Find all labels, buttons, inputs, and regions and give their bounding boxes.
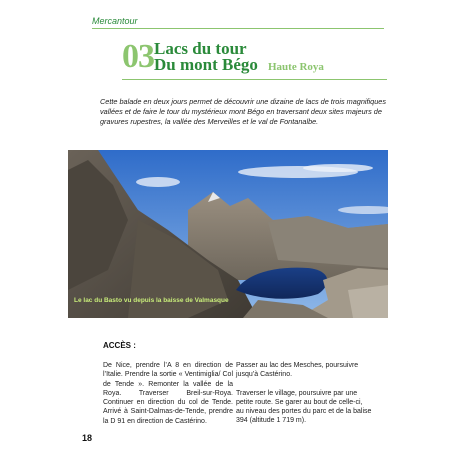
access-column-right (236, 361, 372, 435)
route-title-line-2: Du mont Bégo (154, 55, 258, 74)
access-paragraph: Traverser le village, poursuivre par une petite route. Se garer au bout de celle-ci, au niveau des portes du parc et de la balise 394 (altitude 1 719 m). (236, 389, 372, 425)
section-label: Mercantour (92, 16, 138, 26)
section-divider (92, 28, 384, 29)
route-region: Haute Roya (268, 61, 324, 73)
landscape-photo (68, 150, 388, 318)
route-title-line-1: Lacs du tour (154, 39, 247, 58)
mountain-lake-illustration (68, 150, 388, 318)
photo-caption: Le lac du Basto vu depuis la baisse de Valmasque (74, 297, 229, 304)
route-title-lines (154, 41, 258, 73)
title-divider (122, 79, 387, 80)
page-number: 18 (82, 433, 93, 443)
access-column-left (103, 361, 233, 435)
route-title (122, 40, 392, 80)
access-paragraph: Passer au lac des Mesches, poursuivre jusqu’à Castérino. (236, 362, 359, 379)
intro-paragraph: Cette balade en deux jours permet de découvrir une dizaine de lacs de trois magnifiques vallées et de faire le tour du mystérieux mont Bégo en traversant deux sites majeurs de gravures rupestres, la vallée des Merveilles et le val de Fontanalbe. (100, 97, 386, 126)
route-number: 03 (122, 38, 154, 75)
access-heading: ACCÈS : (103, 341, 136, 350)
access-paragraph: De Nice, prendre l’A 8 en direction de l’Italie. Prendre la sortie « Ventimiglia/ Col de Tende ». Remonter la vallée de la Roya. Traverser Breil-sur-Roya. Continuer en direction du col de Tende. Arrivé à Saint-Dalmas-de-Tende, prendre la D 91 en direction de Castérino. (103, 362, 233, 425)
